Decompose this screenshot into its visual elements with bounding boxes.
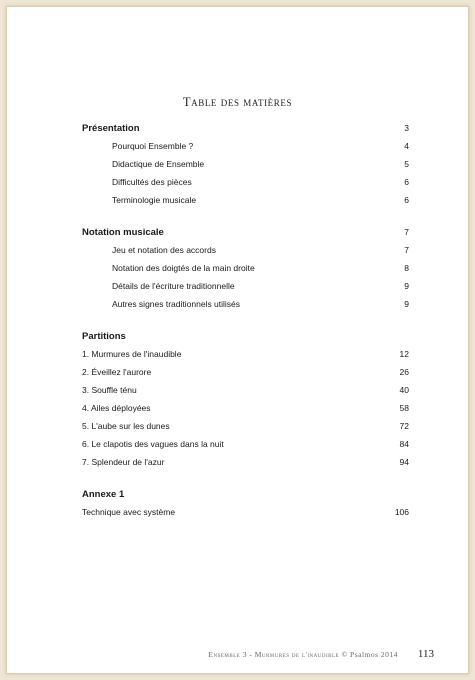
entry-label: 4. Ailes déployées bbox=[82, 403, 151, 413]
entry-label: Technique avec système bbox=[82, 507, 176, 517]
toc-section-notation bbox=[82, 227, 409, 317]
toc-entry[interactable] bbox=[82, 439, 409, 457]
section-title: Notation musicale bbox=[82, 227, 164, 238]
toc-entry[interactable] bbox=[82, 195, 409, 213]
toc-entry[interactable] bbox=[82, 403, 409, 421]
section-title: Présentation bbox=[82, 123, 140, 134]
document-page bbox=[6, 6, 469, 674]
toc-entry[interactable] bbox=[82, 263, 409, 281]
toc-entry[interactable] bbox=[82, 457, 409, 475]
entry-page: 106 bbox=[394, 507, 409, 517]
entry-label: Autres signes traditionnels utilisés bbox=[112, 299, 241, 309]
entry-page: 8 bbox=[404, 263, 409, 273]
section-title: Partitions bbox=[82, 331, 126, 342]
entry-page: 9 bbox=[404, 299, 409, 309]
footer-running-title bbox=[208, 650, 398, 659]
running-title: Ensemble 3 - Murmures de l'inaudible bbox=[208, 650, 340, 659]
entry-page: 6 bbox=[404, 177, 409, 187]
entry-label: Jeu et notation des accords bbox=[112, 245, 216, 255]
toc-section-partitions bbox=[82, 331, 409, 475]
entry-label: Détails de l'écriture traditionnelle bbox=[112, 281, 235, 291]
entry-label: 6. Le clapotis des vagues dans la nuit bbox=[82, 439, 224, 449]
toc-section-heading[interactable] bbox=[82, 123, 409, 141]
entry-page: 72 bbox=[399, 421, 409, 431]
entry-label: 1. Murmures de l'inaudible bbox=[82, 349, 182, 359]
toc-section-annexe bbox=[82, 489, 409, 525]
entry-page: 58 bbox=[399, 403, 409, 413]
toc-entry[interactable] bbox=[82, 159, 409, 177]
entry-page: 7 bbox=[404, 245, 409, 255]
toc-entry[interactable] bbox=[82, 281, 409, 299]
toc-section-heading[interactable] bbox=[82, 489, 409, 507]
section-page: 3 bbox=[404, 123, 409, 133]
toc-entry[interactable] bbox=[82, 299, 409, 317]
page-footer bbox=[82, 648, 434, 660]
entry-page: 94 bbox=[399, 457, 409, 467]
toc-entry[interactable] bbox=[82, 177, 409, 195]
entry-label: 3. Souffle ténu bbox=[82, 385, 137, 395]
entry-page: 40 bbox=[399, 385, 409, 395]
toc-entry[interactable] bbox=[82, 385, 409, 403]
entry-label: Difficultés des pièces bbox=[112, 177, 192, 187]
entry-page: 4 bbox=[404, 141, 409, 151]
section-page: 7 bbox=[404, 227, 409, 237]
entry-label: Terminologie musicale bbox=[112, 195, 197, 205]
entry-page: 5 bbox=[404, 159, 409, 169]
entry-label: Pourquoi Ensemble ? bbox=[112, 141, 194, 151]
toc-section-heading[interactable] bbox=[82, 227, 409, 245]
toc-entry[interactable] bbox=[82, 507, 409, 525]
section-title: Annexe 1 bbox=[82, 489, 125, 500]
toc-entry[interactable] bbox=[82, 421, 409, 439]
entry-label: 2. Éveillez l'aurore bbox=[82, 367, 152, 377]
entry-page: 26 bbox=[399, 367, 409, 377]
entry-label: Didactique de Ensemble bbox=[112, 159, 205, 169]
entry-label: 5. L'aube sur les dunes bbox=[82, 421, 170, 431]
toc-section-presentation bbox=[82, 123, 409, 213]
toc-section-heading[interactable] bbox=[82, 331, 409, 349]
toc-entry[interactable] bbox=[82, 141, 409, 159]
toc-entry[interactable] bbox=[82, 367, 409, 385]
toc-entry[interactable] bbox=[82, 349, 409, 367]
table-of-contents bbox=[82, 123, 409, 539]
toc-title: Table des matières bbox=[182, 95, 293, 109]
entry-page: 84 bbox=[399, 439, 409, 449]
entry-page: 9 bbox=[404, 281, 409, 291]
entry-page: 6 bbox=[404, 195, 409, 205]
toc-entry[interactable] bbox=[82, 245, 409, 263]
page-number: 113 bbox=[417, 648, 434, 660]
copyright: © Psalmos 2014 bbox=[341, 650, 398, 659]
entry-page: 12 bbox=[399, 349, 409, 359]
entry-label: Notation des doigtés de la main droite bbox=[112, 263, 255, 273]
entry-label: 7. Splendeur de l'azur bbox=[82, 457, 165, 467]
